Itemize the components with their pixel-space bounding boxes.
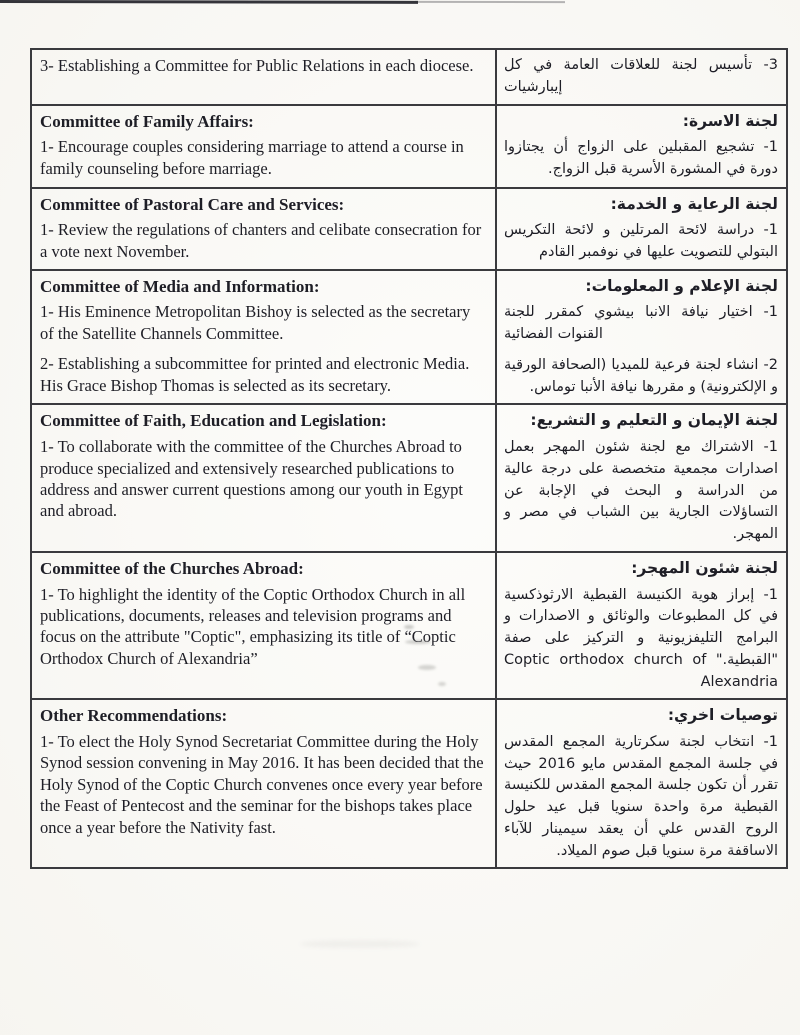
scan-smudge: [405, 640, 431, 644]
english-cell: [32, 50, 497, 104]
english-cell: [32, 271, 497, 404]
table-row-family-affairs: [32, 106, 786, 189]
committee-table: [30, 48, 788, 869]
committee-item: 1- Review the regulations of chanters and celibate consecration for a vote next November.: [40, 220, 482, 261]
committee-heading-arabic: توصيات اخري:: [667, 706, 778, 725]
committee-item-arabic: 1- انتخاب لجنة سكرتارية المجمع المقدس في جلسة المجمع المقدس مايو 2016 حيث تقرر أن تكون جلسة المجمع المقدس للكنيسة القبطية مرة واحدة سنويا قبل عيد حلول الروح القدس علي أن يعقد سيمينار للآباء الاساقفة مرة سنويا قبل صوم الميلاد.: [504, 733, 779, 859]
committee-item-arabic: 1- دراسة لائحة المرتلين و لائحة التكريس البتولي للتصويت عليها في نوفمبر القادم: [504, 222, 778, 260]
scan-smudge: [300, 940, 420, 948]
scan-artifact-line: [0, 0, 418, 4]
arabic-cell: [497, 50, 786, 104]
committee-item-arabic: 1- إبراز هوية الكنيسة القبطية الارثوذكسية في كل المطبوعات والوثائق و الاصدارات و البرامج التليفزيونية و التركيز على صفة "القبطية." Coptic orthodox church of Alexandria: [504, 586, 779, 690]
committee-item: 3- Establishing a Committee for Public Relations in each diocese.: [40, 56, 474, 75]
committee-heading: Committee of Media and Information:: [40, 276, 320, 296]
english-cell: [32, 700, 497, 867]
arabic-cell: [497, 553, 786, 698]
committee-item-arabic: 1- تشجيع المقبلين على الزواج أن يجتازوا دورة في المشورة الأسرية قبل الزواج.: [504, 139, 778, 177]
scan-smudge: [438, 682, 446, 686]
scan-artifact-line-faint: [415, 1, 565, 3]
committee-heading-arabic: لجنة الرعاية و الخدمة:: [610, 194, 778, 213]
committee-heading: Committee of Pastoral Care and Services:: [40, 194, 345, 214]
arabic-cell: [497, 106, 786, 187]
arabic-cell: [497, 405, 786, 550]
table-row-other-recommendations: [32, 700, 786, 867]
committee-item-arabic: 2- انشاء لجنة فرعية للميديا (الصحافة الورقية و الإلكترونية) و مقررها نيافة الأنبا توماس.: [504, 356, 778, 395]
committee-heading-arabic: لجنة الإعلام و المعلومات:: [585, 276, 778, 295]
committee-heading-arabic: لجنة شئون المهجر:: [631, 558, 778, 577]
arabic-cell: [497, 271, 786, 404]
committee-heading: Committee of Family Affairs:: [40, 111, 254, 131]
committee-item: 2- Establishing a subcommittee for printed and electronic Media. His Grace Bishop Thomas is selected as its secretary.: [40, 354, 470, 395]
scan-smudge: [418, 665, 436, 670]
committee-heading-arabic: لجنة الاسرة:: [682, 111, 778, 130]
table-row-public-relations: [32, 50, 786, 106]
scan-smudge: [404, 625, 414, 629]
committee-item-arabic: 3- تأسيس لجنة للعلاقات العامة في كل إيبارشيات: [504, 57, 778, 95]
arabic-cell: [497, 700, 786, 867]
committee-heading-arabic: لجنة الإيمان و التعليم و التشريع:: [530, 411, 778, 430]
committee-item-arabic: 1- اختيار نيافة الانبا بيشوي كمقرر للجنة القنوات الفضائية: [504, 304, 778, 343]
table-row-pastoral-care: [32, 189, 786, 271]
arabic-cell: [497, 189, 786, 269]
english-cell: [32, 106, 497, 187]
committee-item: 1- To highlight the identity of the Coptic Orthodox Church in all publications, documents, releases and television programs and focus on the attribute "Coptic", emphasizing its title of “Coptic Orthodox Church of Alexandria”: [40, 584, 466, 668]
committee-item: 1- His Eminence Metropolitan Bishoy is selected as the secretary of the Satellite Channels Committee.: [40, 302, 471, 343]
committee-heading: Other Recommendations:: [40, 706, 228, 726]
committee-item: 1- To elect the Holy Synod Secretariat Committee during the Holy Synod session convening in May 2016. It has been decided that the Holy Synod of the Coptic Church convenes once every year before the Feast of Pentecost and the seminar for the bishops takes place once a year before the Nativity fast.: [40, 732, 484, 837]
table-row-faith-education: [32, 405, 786, 552]
committee-item-arabic: 1- الاشتراك مع لجنة شئون المهجر بعمل اصدارات مجمعية متخصصة على درجة عالية من الدراسة و البحث في الإجابة عن التساؤلات الجارية بين الشباب في مصر و المهجر.: [504, 439, 778, 543]
english-cell: [32, 405, 497, 550]
committee-item: 1- To collaborate with the committee of the Churches Abroad to produce specialized and extensively researched publications to address and answer current questions among our youth in Egypt and abroad.: [40, 437, 463, 521]
english-cell: [32, 189, 497, 269]
committee-heading: Committee of the Churches Abroad:: [40, 558, 304, 578]
table-row-media-information: [32, 271, 786, 406]
committee-item: 1- Encourage couples considering marriage to attend a course in family counseling before marriage.: [40, 137, 464, 178]
english-cell: [32, 553, 497, 698]
committee-heading: Committee of Faith, Education and Legislation:: [40, 411, 387, 431]
